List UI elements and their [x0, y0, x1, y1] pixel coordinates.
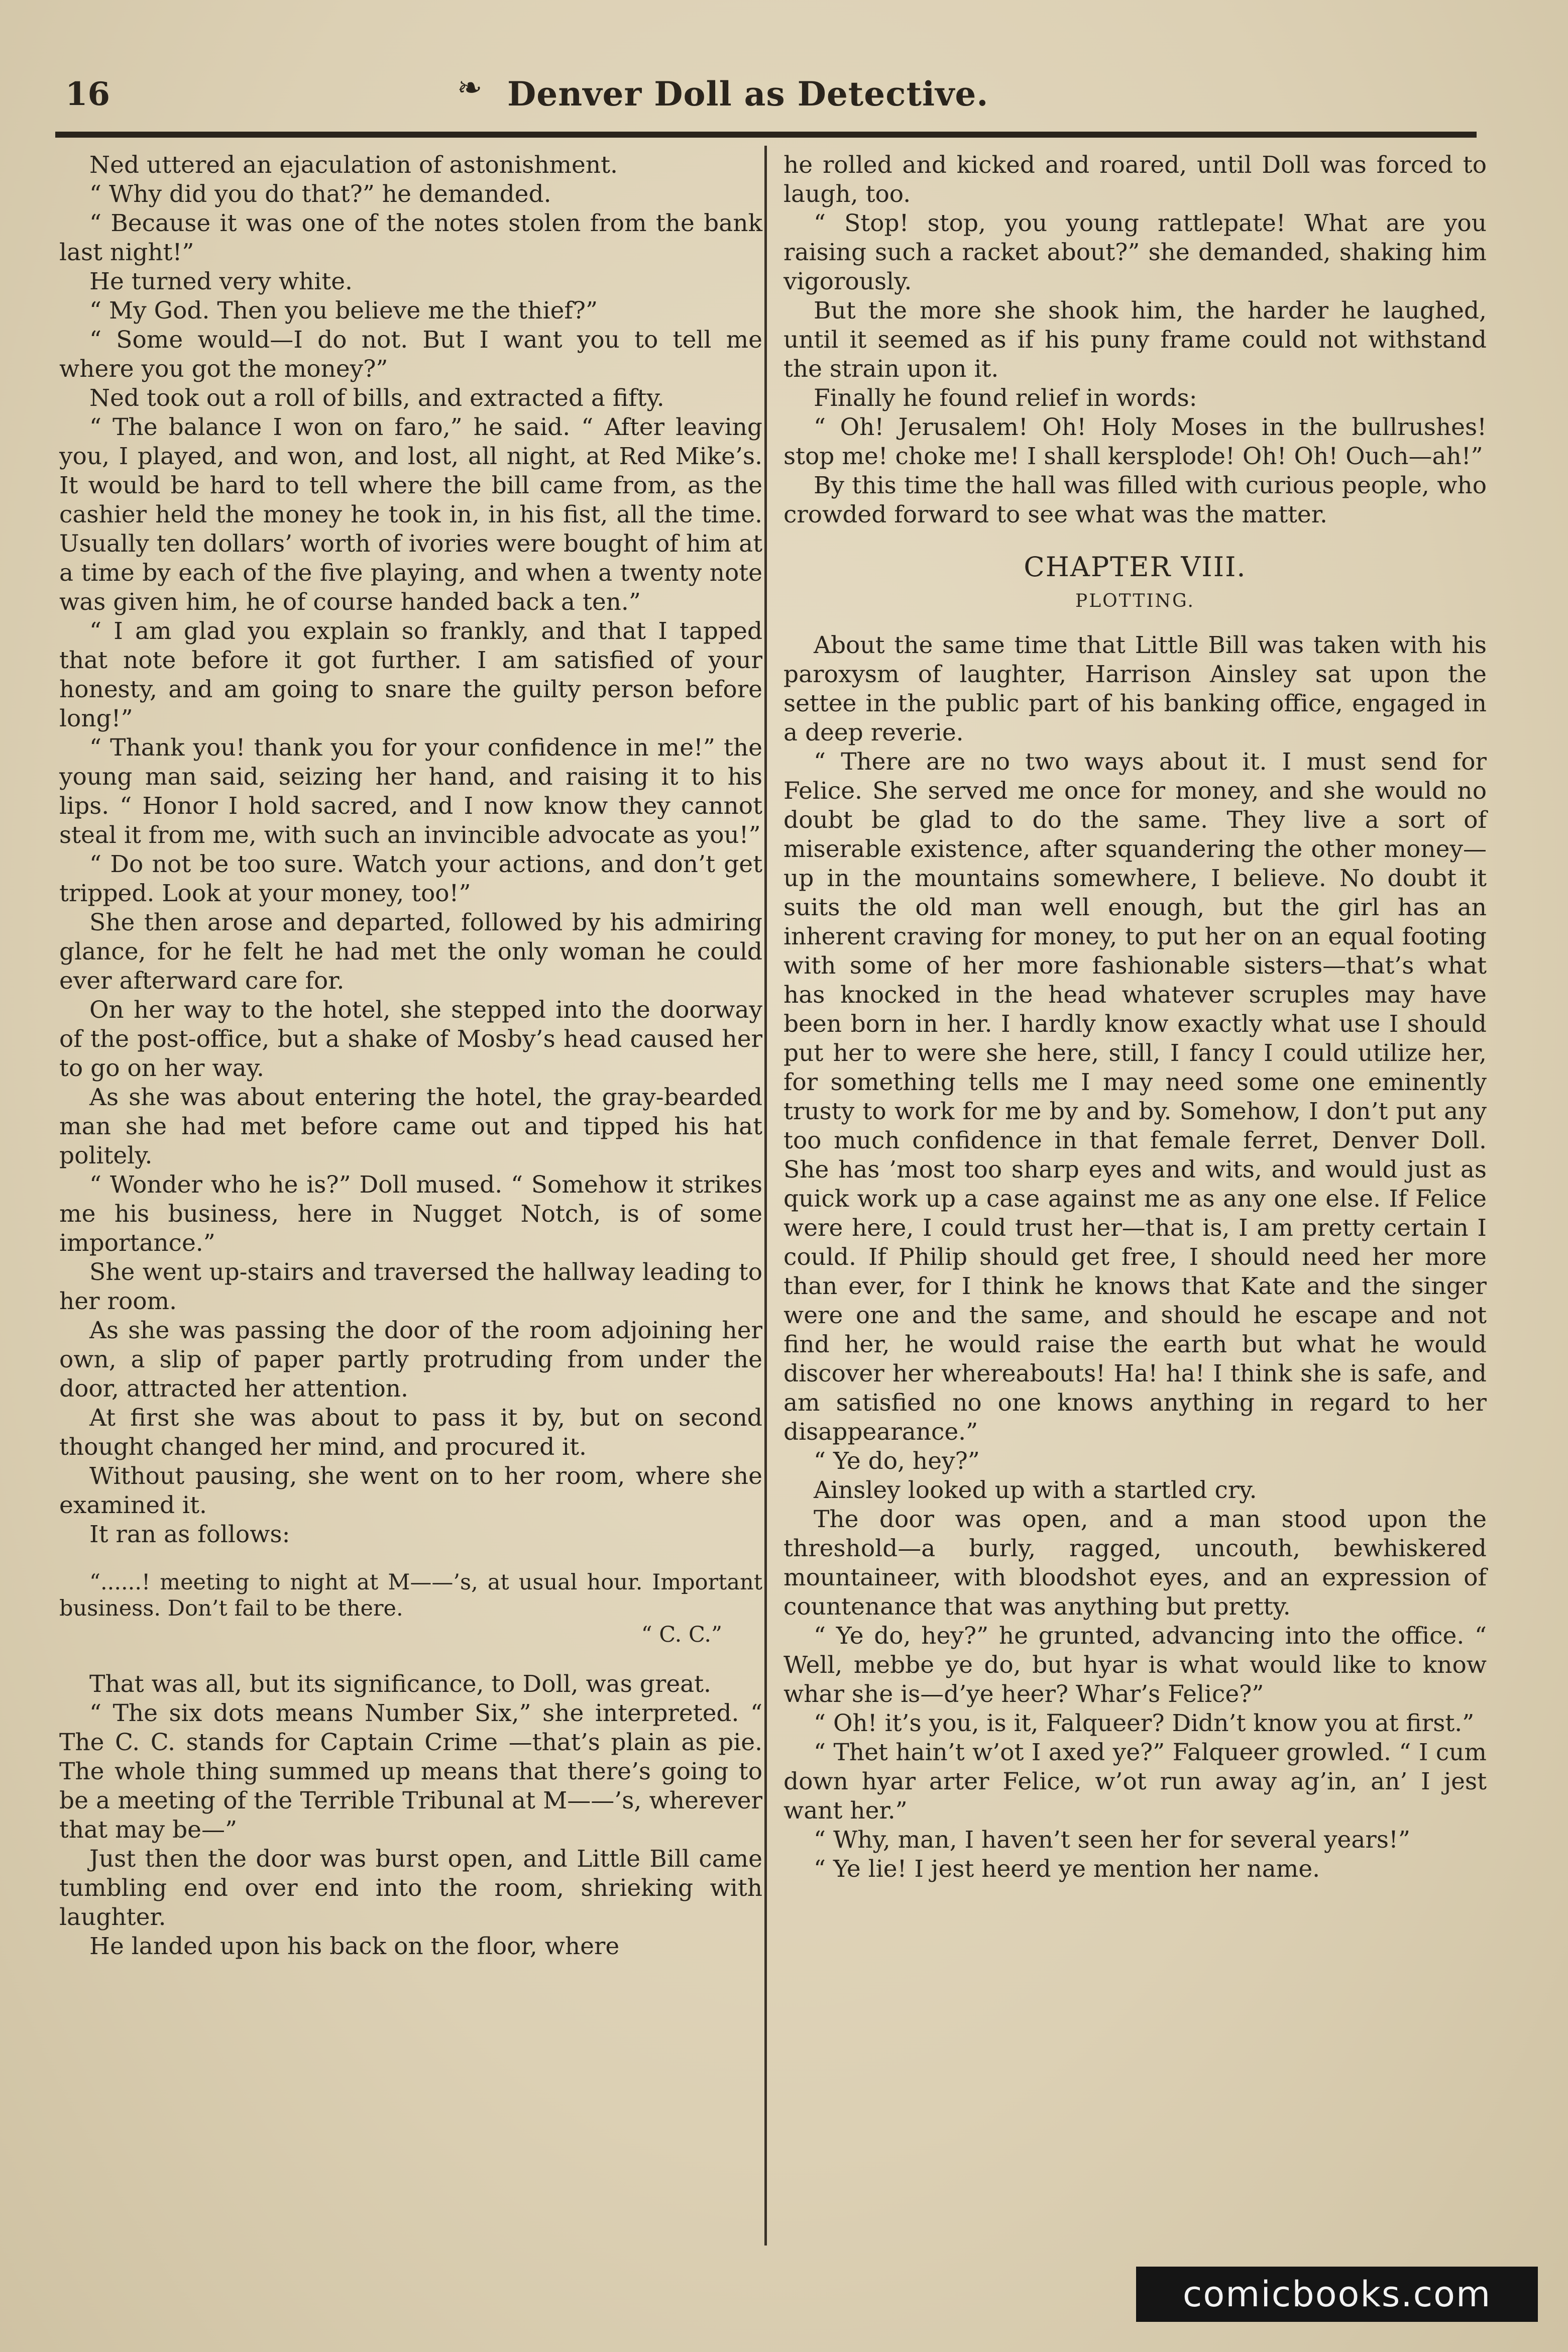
- note-quote: [59, 1569, 762, 1648]
- paragraph: As she was about entering the hotel, the gray-bearded man she had met before came out and tipped his hat politely.: [59, 1084, 762, 1169]
- paragraph: “ Thank you! thank you for your confidence in me!” the young man said, seizing her hand, and raising it to his lips. “ Honor I hold sacred, and I now know they cannot steal it from me, with such an invincible advocate as you!”: [59, 734, 762, 849]
- left-paragraphs: [59, 151, 762, 1549]
- running-header: [65, 65, 1472, 131]
- left-column: [59, 151, 762, 1961]
- paragraph: Without pausing, she went on to her room, where she examined it.: [59, 1462, 762, 1519]
- paragraph: Just then the door was burst open, and Little Bill came tumbling end over end into the room, shrieking with laughter.: [59, 1845, 762, 1931]
- paragraph: Ned uttered an ejaculation of astonishment.: [89, 151, 618, 179]
- paragraph: He landed upon his back on the floor, where: [89, 1933, 620, 1960]
- paragraph: It ran as follows:: [89, 1521, 290, 1548]
- header-rule: [55, 132, 1477, 138]
- right-column: [783, 151, 1487, 1884]
- paragraph: That was all, but its significance, to Doll, was great.: [89, 1670, 711, 1698]
- page-number: 16: [65, 75, 110, 113]
- paragraph: “ I am glad you explain so frankly, and that I tapped that note before it got further. I am satisfied of your honesty, and am going to snare the guilty person before long!”: [59, 617, 762, 732]
- paragraph: Finally he found relief in words:: [814, 384, 1197, 412]
- paragraph: On her way to the hotel, she stepped into the doorway of the post-office, but a shake of Mosby’s head caused her to go on her way.: [59, 996, 762, 1082]
- paragraph: By this time the hall was filled with curious people, who crowded forward to see what was the matter.: [783, 472, 1487, 528]
- paragraph: “ Oh! it’s you, is it, Falqueer? Didn’t know you at first.”: [814, 1709, 1475, 1737]
- right-paragraphs-after: [783, 631, 1487, 1884]
- note-signature: “ C. C.”: [641, 1622, 722, 1647]
- paragraph: “ Oh! Jerusalem! Oh! Holy Moses in the bullrushes! stop me! choke me! I shall kersplode! Oh! Oh! Ouch—ah!”: [783, 413, 1487, 470]
- right-paragraphs-before: [783, 151, 1487, 529]
- running-title: Denver Doll as Detective.: [507, 74, 989, 114]
- paragraph: he rolled and kicked and roared, until Doll was forced to laugh, too.: [783, 151, 1487, 208]
- paragraph: “ Wonder who he is?” Doll mused. “ Somehow it strikes me his business, here in Nugget Notch, is of some importance.”: [59, 1171, 762, 1257]
- chapter-heading: CHAPTER VIII.: [1024, 551, 1247, 583]
- column-divider: [764, 146, 767, 2246]
- paragraph: “ Ye do, hey?”: [814, 1447, 980, 1475]
- paragraph: Ainsley looked up with a startled cry.: [814, 1476, 1257, 1504]
- paragraph: “ The balance I won on faro,” he said. “ After leaving you, I played, and won, and lost, all night, at Red Mike’s. It would be hard to tell where the bill came from, as the cashier held the money he took in, in his fist, all the time. Usually ten dollars’ worth of ivories were bought of him at a time by each of the five playing, and when a twenty note was given him, he of course handed back a ten.”: [59, 413, 762, 616]
- watermark: comicbooks.com: [1136, 2267, 1538, 2322]
- paragraph: As she was passing the door of the room adjoining her own, a slip of paper partly protruding from under the door, attracted her attention.: [59, 1317, 762, 1403]
- paragraph: “ Because it was one of the notes stolen from the bank last night!”: [59, 209, 762, 266]
- ornament-icon: ❧: [457, 70, 483, 105]
- paragraph: “ Why did you do that?” he demanded.: [89, 180, 551, 208]
- paragraph: But the more she shook him, the harder he laughed, until it seemed as if his puny frame could not withstand the strain upon it.: [783, 297, 1487, 383]
- paragraph: Ned took out a roll of bills, and extracted a fifty.: [89, 384, 664, 412]
- paragraph: “ Some would—I do not. But I want you to tell me where you got the money?”: [59, 326, 762, 383]
- paragraph: “ Stop! stop, you young rattlepate! What are you raising such a racket about?” she demanded, shaking him vigorously.: [783, 209, 1487, 295]
- paragraph: “ The six dots means Number Six,” she interpreted. “ The C. C. stands for Captain Crime —that’s plain as pie. The whole thing summed up means that there’s going to be a meeting of the Terrible Tribunal at M——’s, wherever that may be—”: [59, 1699, 762, 1844]
- paragraph: The door was open, and a man stood upon the threshold—a burly, ragged, uncouth, bewhiskered mountaineer, with bloodshot eyes, and an expression of countenance that was anything but pretty.: [783, 1506, 1487, 1621]
- paragraph: “ Why, man, I haven’t seen her for several years!”: [814, 1826, 1410, 1854]
- note-text: “......! meeting to night at M——’s, at usual hour. Important business. Don’t fail to be there.: [59, 1570, 762, 1621]
- paragraph: She went up-stairs and traversed the hallway leading to her room.: [59, 1258, 762, 1315]
- paragraph: He turned very white.: [89, 268, 353, 295]
- paragraph: “ There are no two ways about it. I must send for Felice. She served me once for money, and she would no doubt be glad to do the same. They live a sort of miserable existence, after squandering the other money—up in the mountains somewhere, I believe. No doubt it suits the old man well enough, but the girl has an inherent craving for money, to put her on an equal footing with some of her more fashionable sisters—that’s what has knocked in the head whatever scruples may have been born in her. I hardly know exactly what use I should put her to were she here, still, I fancy I could utilize her, for something tells me I may need some one eminently trusty to work for me by and by. Somehow, I don’t put any too much confidence in that female ferret, Denver Doll. She has ’most too sharp eyes and wits, and would just as quick work up a case against me as any one else. If Felice were here, I could trust her—that is, I am pretty certain I could. If Philip should get free, I should need her more than ever, for I think he knows that Kate and the singer were one and the same, and should he escape and not find her, he would raise the earth but what he would discover her whereabouts! Ha! ha! I think she is safe, and am satisfied no one knows anything in regard to her disappearance.”: [783, 748, 1487, 1446]
- paragraph: “ Ye lie! I jest heerd ye mention her name.: [814, 1855, 1320, 1883]
- paragraph: She then arose and departed, followed by his admiring glance, for he felt he had met the only woman he could ever afterward care for.: [59, 909, 762, 995]
- paragraph: At first she was about to pass it by, but on second thought changed her mind, and procured it.: [59, 1404, 762, 1461]
- paragraph: “ Ye do, hey?” he grunted, advancing into the office. “ Well, mebbe ye do, but hyar is what would like to know whar she is—d’ye heer? Whar’s Felice?”: [783, 1622, 1487, 1708]
- paragraph: “ Thet hain’t w’ot I axed ye?” Falqueer growled. “ I cum down hyar arter Felice, w’ot run away ag’in, an’ I jest want her.”: [783, 1739, 1487, 1825]
- paragraph: “ Do not be too sure. Watch your actions, and don’t get tripped. Look at your money, too!”: [59, 850, 762, 907]
- left-paragraphs-after: [59, 1670, 762, 1961]
- paragraph: “ My God. Then you believe me the thief?”: [89, 297, 598, 325]
- chapter-subtitle: PLOTTING.: [1075, 591, 1195, 611]
- paragraph: About the same time that Little Bill was taken with his paroxysm of laughter, Harrison Ainsley sat upon the settee in the public part of his banking office, engaged in a deep reverie.: [783, 631, 1487, 746]
